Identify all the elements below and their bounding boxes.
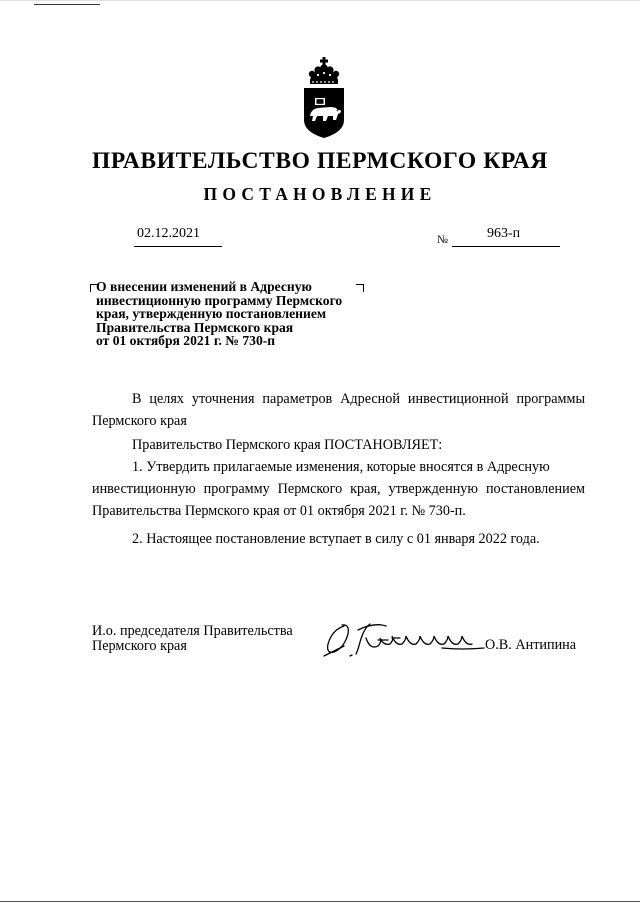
government-title: ПРАВИТЕЛЬСТВО ПЕРМСКОГО КРАЯ	[92, 148, 548, 174]
subject-line: О внесении изменений в Адресную	[96, 279, 312, 294]
signatory-name: О.В. Антипина	[485, 637, 577, 653]
item-1-first-line: 1. Утвердить прилагаемые изменения, которые вносятся в Адресную	[132, 459, 550, 475]
item-1-continuation: инвестиционную программу Пермского края, утвержденную постановлением Правительства Пермского края от 01 октября 2021 г. № 730-п.	[92, 481, 585, 519]
position-line: И.о. председателя Правительства	[92, 623, 293, 639]
position-line: Пермского края	[92, 638, 187, 654]
document-body	[92, 388, 585, 550]
perm-krai-coat-of-arms-icon	[298, 54, 350, 140]
document-type: ПОСТАНОВЛЕНИЕ	[203, 184, 437, 204]
subject-line: Правительства Пермского края	[96, 319, 294, 335]
top-divider	[34, 4, 100, 5]
number-sign: №	[437, 234, 448, 246]
subject-line: края, утвержденную постановлением	[96, 306, 327, 322]
subject-line: от 01 октября 2021 г. № 730-п	[96, 333, 276, 349]
document-number: 963-п	[487, 226, 521, 241]
document-subject	[96, 280, 386, 348]
page-bottom-edge	[0, 901, 640, 902]
document-date: 02.12.2021	[137, 226, 200, 241]
number-underline	[452, 246, 560, 247]
signatory-position	[92, 624, 293, 654]
handwritten-signature-icon	[322, 616, 492, 660]
date-underline	[134, 246, 222, 247]
decree-paragraph: Правительство Пермского края ПОСТАНОВЛЯЕТ:	[132, 437, 443, 453]
preamble-paragraph: В целях уточнения параметров Адресной инвестиционной программы Пермского края	[92, 391, 585, 429]
subject-line: инвестиционную программу Пермского	[96, 292, 343, 308]
item-2-paragraph: 2. Настоящее постановление вступает в силу с 01 января 2022 года.	[132, 531, 540, 547]
page-top-edge	[0, 0, 640, 1]
